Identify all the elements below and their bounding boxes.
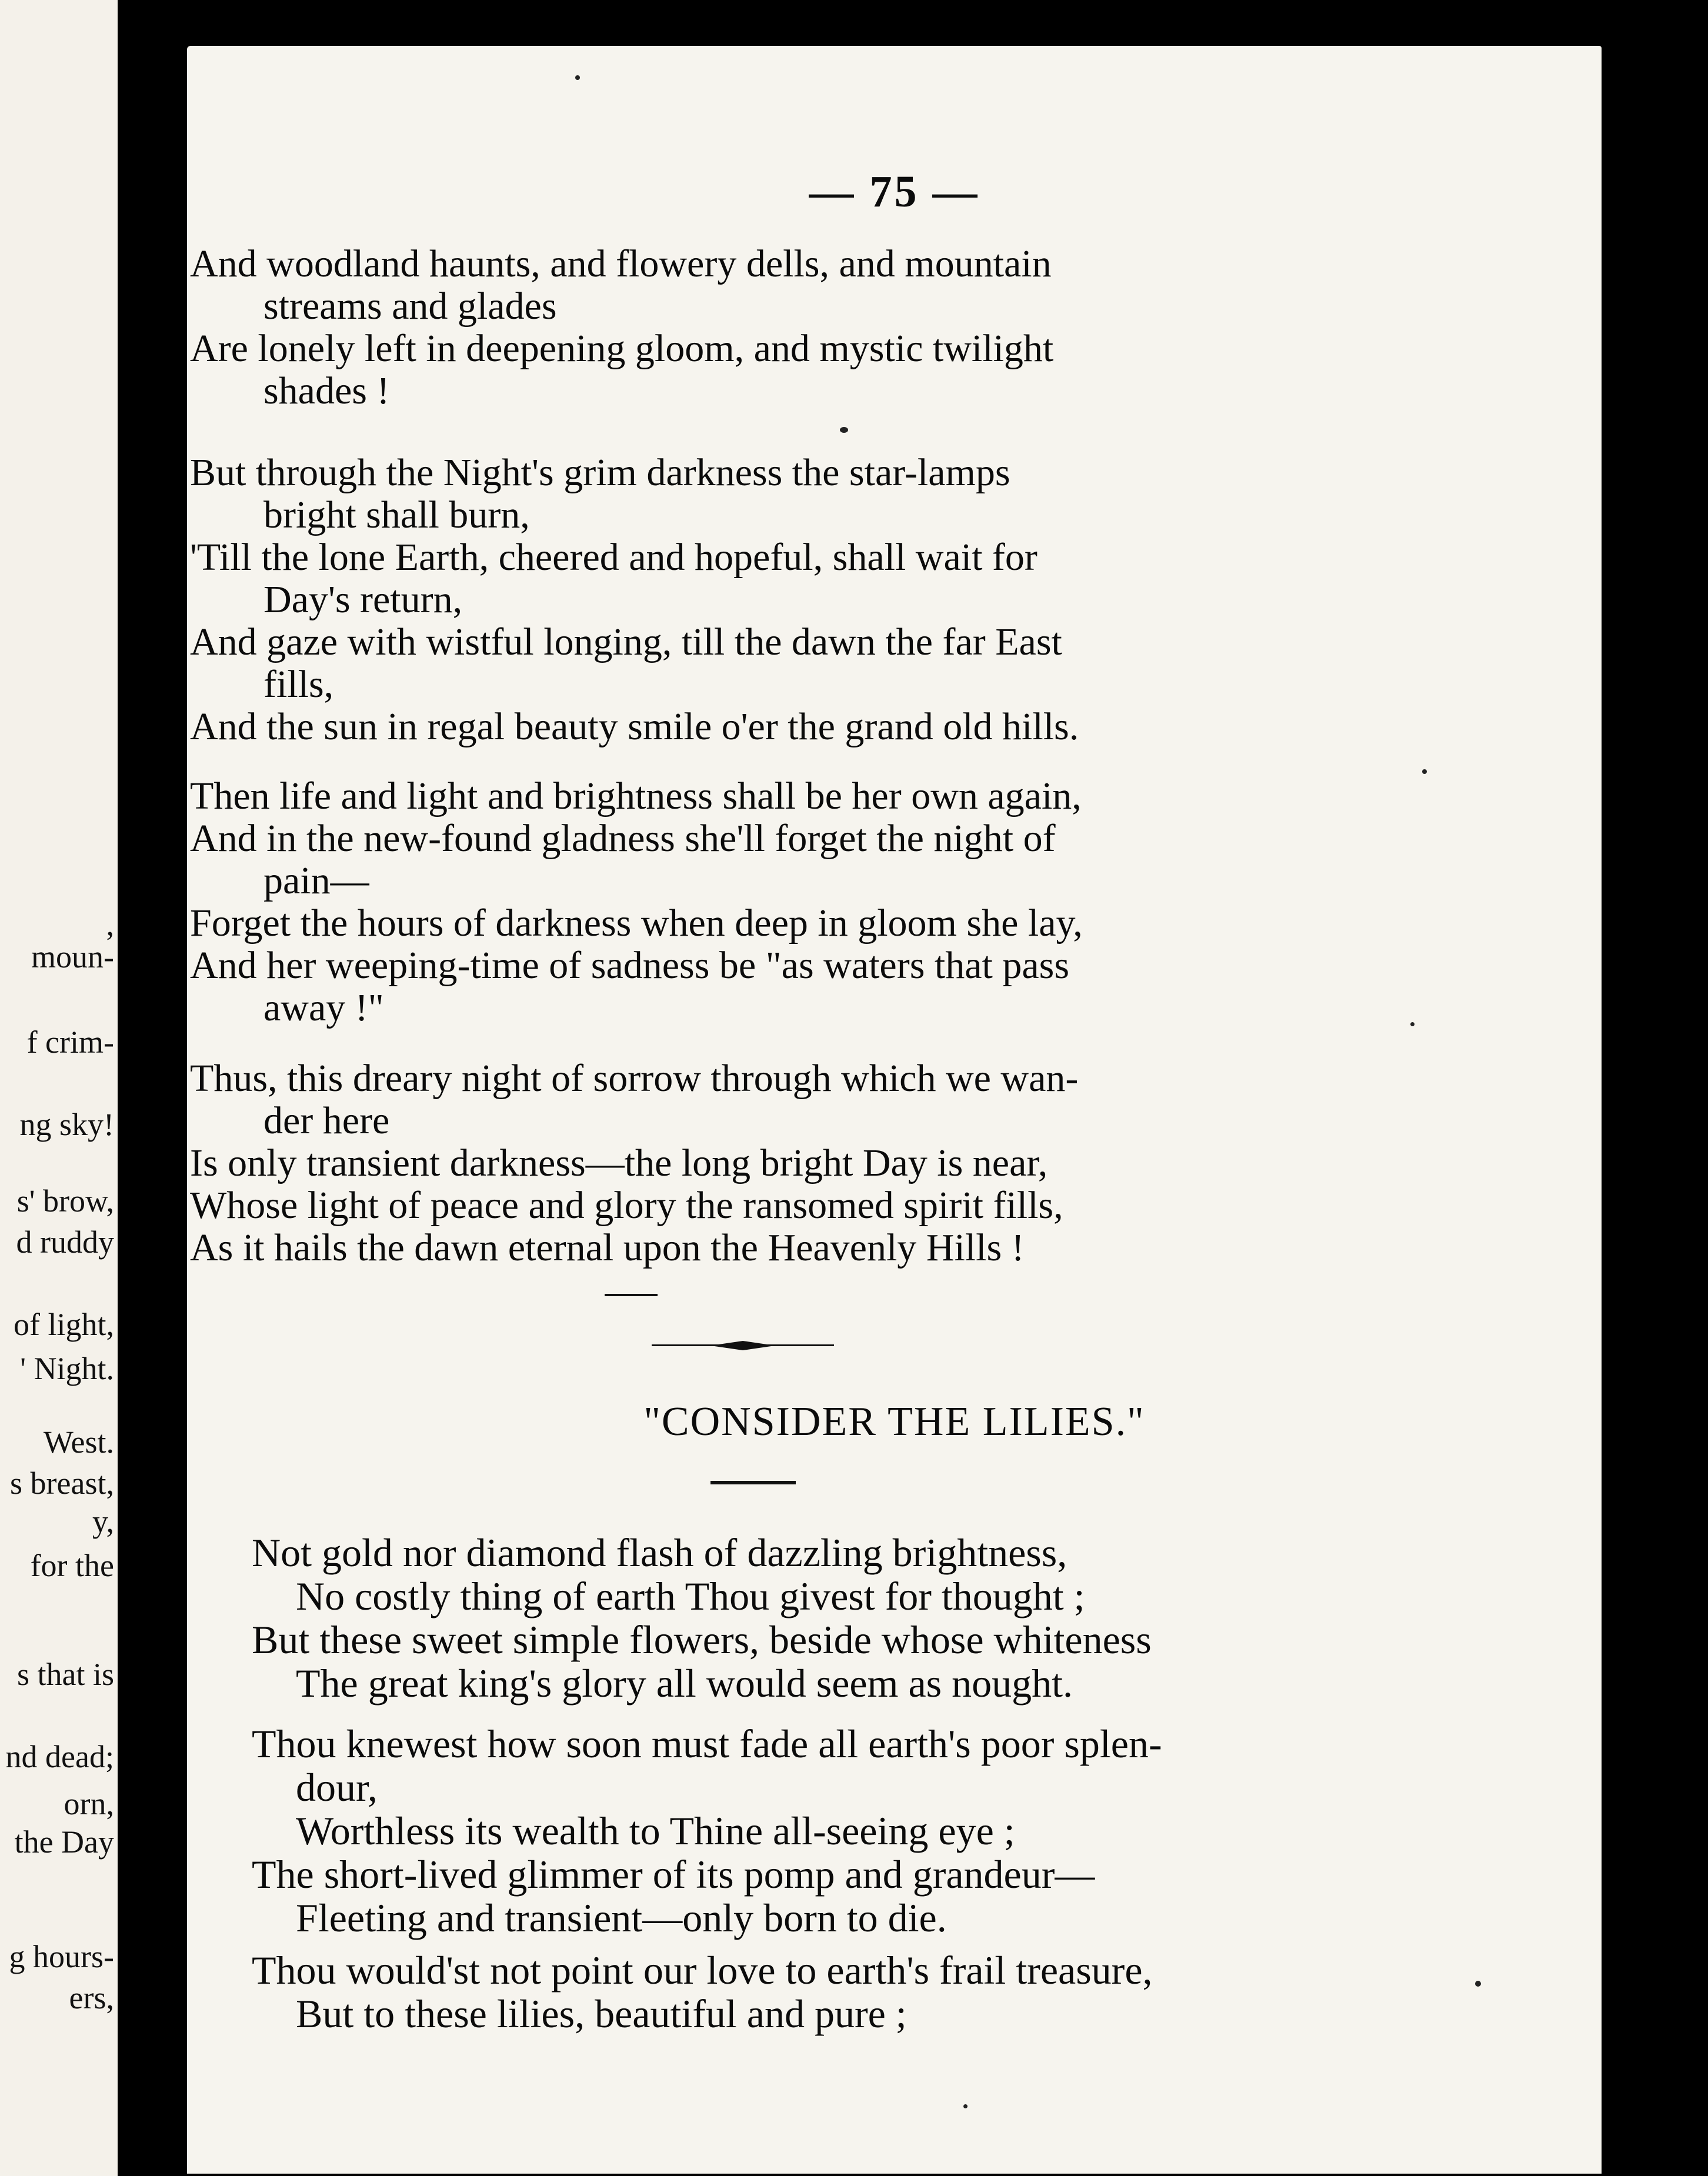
poem-line: Forget the hours of darkness when deep in gloom she lay,	[190, 902, 1083, 945]
poem-line: And her weeping-time of sadness be "as waters that pass	[190, 944, 1070, 987]
left-fragment: for the	[30, 1548, 114, 1583]
poem-line: Day's return,	[263, 578, 463, 621]
print-speck	[840, 427, 848, 433]
poem-line: der here	[263, 1099, 390, 1142]
poem-line: As it hails the dawn eternal upon the Heavenly Hills !	[190, 1226, 1025, 1269]
left-fragment: West.	[43, 1424, 114, 1460]
print-speck	[1410, 1022, 1415, 1026]
left-page-fragment	[0, 0, 118, 2176]
left-fragment: ' Night.	[20, 1351, 114, 1386]
poem-line: fills,	[263, 663, 334, 706]
poem-line: Are lonely left in deepening gloom, and mystic twilight	[190, 327, 1054, 370]
poem-line: And in the new-found gladness she'll forget the night of	[190, 817, 1056, 860]
left-fragment: of light,	[14, 1307, 114, 1342]
poem-line: shades !	[263, 369, 390, 412]
left-fragment: ers,	[69, 1980, 114, 2015]
poem-line: 'Till the lone Earth, cheered and hopeful, shall wait for	[190, 536, 1038, 579]
poem-line: But these sweet simple flowers, beside whose whiteness	[252, 1617, 1152, 1662]
poem-line: But to these lilies, beautiful and pure ;	[296, 1991, 907, 2036]
stanza	[252, 1948, 1575, 2035]
left-fragment: s' brow,	[16, 1183, 114, 1219]
poem-line: And woodland haunts, and flowery dells, and mountain	[190, 242, 1052, 285]
page-number: — 75 —	[809, 167, 980, 216]
poem-line: Whose light of peace and glory the ransomed spirit fills,	[190, 1184, 1063, 1227]
stanza	[252, 1722, 1575, 1940]
left-fragment: ng sky!	[19, 1107, 114, 1142]
poem-line: bright shall burn,	[263, 493, 530, 536]
poem-line: Then life and light and brightness shall be her own again,	[190, 775, 1082, 817]
left-fragment: f crim-	[26, 1024, 114, 1060]
poem-line: And the sun in regal beauty smile o'er the grand old hills.	[190, 705, 1079, 748]
poem-line: The great king's glory all would seem as nought.	[296, 1661, 1073, 1706]
left-fragment: ,	[106, 907, 114, 942]
left-fragment: orn,	[64, 1786, 114, 1821]
stanza	[252, 1531, 1575, 1705]
stanza	[190, 775, 1543, 1029]
poem-line: dour,	[296, 1765, 378, 1810]
poem-line: Worthless its wealth to Thine all-seeing eye ;	[296, 1808, 1015, 1853]
poem-line: streams and glades	[263, 285, 557, 328]
stanza	[190, 243, 1543, 412]
poem-line: Fleeting and transient—only born to die.	[296, 1895, 947, 1940]
print-speck	[1475, 1981, 1481, 1987]
stanza	[190, 452, 1543, 748]
book-gutter	[118, 0, 188, 2176]
poem-line: Not gold nor diamond flash of dazzling brightness,	[252, 1530, 1068, 1575]
poem-line: away !"	[263, 986, 384, 1029]
ornament-diamond	[710, 1341, 775, 1350]
left-fragment: nd dead;	[5, 1739, 114, 1774]
print-speck	[963, 2104, 968, 2108]
poem-line: But through the Night's grim darkness the star-lamps	[190, 451, 1010, 494]
poem-line: Thus, this dreary night of sorrow through which we wan-	[190, 1057, 1079, 1100]
left-fragment: the Day	[14, 1824, 114, 1860]
left-fragment: moun-	[31, 939, 114, 974]
print-speck	[1422, 769, 1427, 774]
poem-line: The short-lived glimmer of its pomp and grandeur—	[252, 1852, 1095, 1897]
left-fragment: g hours-	[9, 1939, 114, 1974]
poem-title: "CONSIDER THE LILIES."	[643, 1399, 1145, 1444]
poem-line: No costly thing of earth Thou givest for thought ;	[296, 1574, 1085, 1618]
poem-line: Thou would'st not point our love to earth's frail treasure,	[252, 1948, 1153, 1993]
book-page	[187, 46, 1602, 2174]
left-fragment: d ruddy	[16, 1224, 114, 1260]
poem-line: And gaze with wistful longing, till the dawn the far East	[190, 620, 1062, 663]
left-fragment: s that is	[16, 1657, 114, 1692]
poem-line: Is only transient darkness—the long bright Day is near,	[190, 1142, 1048, 1184]
left-fragment: s breast,	[10, 1466, 114, 1501]
poem-line: pain—	[263, 859, 369, 902]
stanza	[190, 1057, 1543, 1269]
left-fragment: y,	[92, 1504, 114, 1539]
print-speck	[575, 75, 580, 80]
short-rule	[605, 1294, 658, 1296]
title-rule	[710, 1481, 796, 1484]
poem-line: Thou knewest how soon must fade all earth's poor splen-	[252, 1721, 1162, 1766]
